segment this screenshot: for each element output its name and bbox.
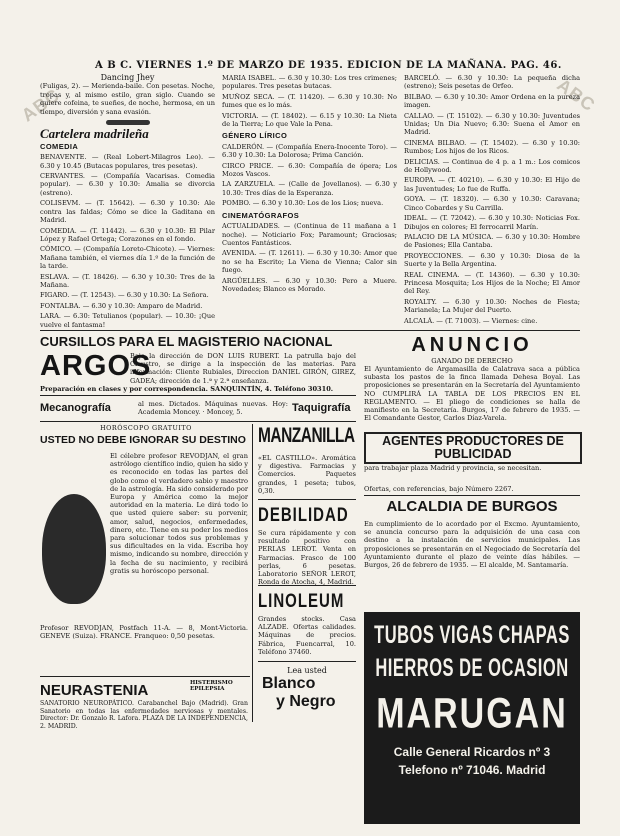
middle-ads	[258, 424, 356, 824]
taquigrafia-label: Taquigrafía	[292, 402, 351, 414]
listing-entry: COMEDIA. — (T. 11442). — 6.30 y 10.30: El Pilar López y Rafael Ortega; Corazones en el fondo.	[40, 226, 215, 243]
neurastenia-heading: NEURASTENIA	[40, 682, 149, 699]
divider-horoscopo	[40, 676, 250, 677]
linoleum-text: Grandes stocks. Casa ALZADE. Ofertas calidades. Máquinas de precios. Fábrica, Fuencarral, 10. Teléfono 37460.	[258, 615, 356, 656]
page-header: A B C. VIERNES 1.º DE MARZO DE 1935. EDICION DE LA MAÑANA. PAG. 46.	[95, 60, 562, 71]
lea-usted: Lea usted	[287, 666, 327, 676]
listing-entry: CINEMA BILBAO. — (T. 15402). — 6.30 y 10.30: Rumbos; Los hijos de los Ricos.	[404, 138, 580, 156]
listing-entry: PALACIO DE LA MÚSICA. — 6.30 y 10.30: Hombre de Pasiones; Ella Cantaba.	[404, 232, 580, 250]
astrologer-portrait-icon	[42, 494, 106, 604]
listing-entry: CALLAO. — (T. 15102). — 6.30 y 10.30: Juventudes Unidas; Un Dia Nuevo; 6.30: Suena el Amor en Madrid.	[404, 111, 580, 137]
cursillos-heading: CURSILLOS PARA EL MAGISTERIO NACIONAL	[40, 334, 333, 349]
anuncio-text: El Ayuntamiento de Argamasilla de Calatrava saca a pública subasta los pastos de la finca llamada Dehesa Boyal. Las proposiciones se presentarán en la Secretaría del Ayuntamiento NO CUMPLIRÁ LA TABLA DE LOS PRECIOS EN EL REGLAMENTO. — El pliego de condiciones se halla de manifiesto en la Secretaría. Burgos, 17 de febrero de 1935. — El Comandante Gestor, Carlos Díaz-Varela.	[364, 365, 580, 423]
listing-entry: CALDERÓN. — (Compañía Enera-Inocente Toro). — 6.30 y 10.30: La Dolorosa; Prima Canción.	[222, 142, 397, 160]
listing-entry: ROYALTY. — 6.30 y 10.30: Noches de Fiesta; Marianela; La Mujer del Puerto.	[404, 297, 580, 315]
manzanilla-text: «EL CASTILLO». Aromática y digestiva. Farmacias y Comercios. Paquetes grandes, 1 peseta; tubos, 0,30.	[258, 454, 356, 495]
lirico-list	[222, 143, 397, 208]
mecanografia-text: al mes. Dictados. Máquinas nuevas. Hoy: Academia Moncey. · Moncey, 5.	[138, 400, 288, 417]
listing-entry: ESLAVA. — (T. 18426). — 6.30 y 10.30: Tres de la Mañana.	[40, 272, 215, 289]
debilidad-heading: DEBILIDAD	[258, 504, 349, 527]
alcaldia-text: En cumplimiento de lo acordado por el Excmo. Ayuntamiento, se anuncia concurso para la adquisición de una casa con destino a la instalación de servicios municipales. Las proposiciones se presentarán en el Negociado de Secretaría del Ayuntamiento durante el plazo de veinte días hábiles. — Burgos, 26 de febrero de 1935. — El alcalde, M. Santamaría.	[364, 520, 580, 570]
listing-entry: POMBO. — 6.30 y 10.30: Los de los Lios; nueva.	[222, 199, 384, 208]
listing-entry: CERVANTES. — (Compañía Vacarisas. Comedia popular). — 6.30 y 10.30: Amalia se divorcia (estreno).	[40, 172, 215, 197]
listing-entry: ACTUALIDADES. — (Continua de 11 mañana a 1 noche). — Noticiario Fox; Paramount; Graciosas; Cuentos Fantásticos.	[222, 222, 397, 247]
dancing-title: Dancing Jhey	[100, 73, 155, 82]
destino-text: El célebre profesor REVODJAN, el gran astrólogo científico indio, quien ha sido y es reconocido en todas las partes del globo como el verdadero sabio y maestro de la astrología. Ha sido considerado por Europa y América como la mejor autoridad en la materia. Le dirá todo lo que usted quiere saber: su porvenir, amor, salud, negocios, enfermedades, dinero, etc. Tiene en su poder los medios para solucionar todos sus problemas y sus dificultades en la vida. Escriba hoy mismo, indicando su nombre, dirección y la fecha de su nacimiento, y recibirá gratis su horóscopo personal.	[110, 452, 248, 575]
agentes-heading: AGENTES PRODUCTORES DE PUBLICIDAD	[382, 434, 564, 461]
alcaldia-heading: ALCALDIA DE BURGOS	[386, 498, 558, 515]
listing-entry: REAL CINEMA. — (T. 14360). — 6.30 y 10.30: Princesa Mosquita; Los Hijos de la Noche; El Amor del Rey.	[404, 270, 580, 296]
anuncio-heading: ANUNCIO	[411, 334, 533, 356]
divider-mec	[40, 421, 356, 422]
column-1	[40, 73, 215, 329]
destino-heading: USTED NO DEBE IGNORAR SU DESTINO	[40, 434, 246, 446]
anuncio-sub: GANADO DE DERECHO	[431, 357, 513, 365]
mecanografia-label: Mecanografía	[40, 402, 111, 414]
divider-argos	[40, 395, 356, 396]
marugan-ad	[364, 612, 580, 824]
column-3	[404, 74, 580, 326]
horoscopo-ad	[40, 424, 253, 730]
listing-entry: MUÑOZ SECA. — (T. 11420). — 6.30 y 10.30: No fumes que es lo más.	[222, 92, 397, 110]
listing-entry: FIGARO. — (T. 12543). — 6.30 y 10.30: La Señora.	[40, 291, 209, 300]
listing-entry: GOYA. — (T. 18320). — 6.30 y 10.30: Caravana; Cinco Cobardes y Su Carrilla.	[404, 195, 580, 212]
column-3-list	[404, 74, 580, 325]
listing-entry: LA ZARZUELA. — (Calle de Jovellanos). — 6.30 y 10.30: Tres días de la Esperanza.	[222, 180, 397, 197]
section-genero-lirico: GÉNERO LÍRICO	[222, 131, 288, 141]
neurastenia-tag: HISTERISMO EPILEPSIA	[190, 680, 233, 693]
anuncio-ad	[364, 334, 580, 435]
listing-entry: LARA. — 6.30: Tetulianos (popular). — 10.30: ¡Que vuelve el fantasma!	[40, 312, 215, 329]
listing-entry: BARCELÓ. — 6.30 y 10.30: La pequeña dicha (estreno); Seis pesetas de Orfeo.	[404, 74, 580, 91]
argos-logo: ARGOS	[40, 350, 152, 382]
cartelera-title: Cartelera madrileña	[40, 126, 149, 142]
listing-entry: BILBAO. — 6.30 y 10.30: Amor Ordena en la pureza imagen.	[404, 92, 580, 110]
listing-entry: IDEAL. — (T. 72042). — 6.30 y 10.30: Noticias Fox. Dibujos en colores; El ferrocarril Marín.	[404, 214, 580, 231]
section-cinematografos: CINEMATÓGRAFOS	[222, 210, 300, 220]
listing-entry: COLISEVM. — (T. 15642). — 6.30 y 10.30: Ale contra las faldas; Cómo se dice la Gaditana en Madrid.	[40, 199, 215, 225]
comedia-list	[40, 153, 215, 329]
divider-agentes	[364, 495, 580, 496]
listing-entry: BENAVENTE. — (Real Lobert-Milagros Leo). — 6.30 y 10.45 (Butacas populares, tres pesetas).	[40, 153, 215, 170]
horoscopo-small: HORÓSCOPO GRATUITO	[100, 424, 192, 432]
neurastenia-text: SANATORIO NEUROPÁTICO. Carabanchel Bajo (Madrid). Gran Sanatorio en todas las enfermedades nerviosas y mentales. Director: Dr. Gonzalo R. Lafora. PLAZA DE LA INDEPENDENCIA, 2. MADRID.	[40, 700, 248, 730]
section-comedia: COMEDIA	[40, 141, 79, 151]
linoleum-heading: LINOLEUM	[258, 590, 345, 613]
watermark-right: ABC	[553, 74, 600, 116]
y-negro-title: y Negro	[276, 693, 336, 711]
watermark-left: ABC	[17, 84, 64, 126]
divider-linoleum	[258, 661, 356, 662]
blanco-title: Blanco	[262, 675, 316, 693]
marugan-line1: TUBOS VIGAS CHAPAS	[374, 622, 570, 649]
listing-entry: EUROPA. — (T. 40210). — 6.30 y 10.30: El Hijo de las Juventudes; Lo fue de Ruffa.	[404, 176, 580, 193]
agentes-box	[364, 432, 582, 464]
marugan-telephone: Telefono nº 71046. Madrid	[398, 763, 546, 777]
listing-entry: CIRCO PRICE. — 6.30: Compañía de ópera; Los Mozos Vascos.	[222, 161, 397, 179]
divider-manzanilla	[258, 499, 356, 500]
listing-entry: ARGÜELLES. — 6.30 y 10.30: Pero a Muere. Novedades; Blanco es Morado.	[222, 276, 397, 293]
manzanilla-heading: MANZANILLA	[258, 424, 355, 448]
column-2-top-list	[222, 74, 397, 128]
debilidad-text: Se cura rápidamente y con resultado positivo con PERLAS LEROT. Venta en Farmacias. Frasco de 100 perlas, 6 pesetas. Laboratorio SEÑOR LEROT, Ronda de Atocha, 4, Madrid.	[258, 529, 356, 587]
column-2	[222, 74, 397, 326]
listing-entry: AVENIDA. — (T. 12611). — 6.30 y 10.30: Amor que no se ha Escrito; La Viena de Vienna; Calor sin fuego.	[222, 249, 397, 275]
marugan-address: Calle General Ricardos nº 3	[393, 745, 551, 759]
dancing-text: (Fuligas, 2). — Merienda-baile. Con pesetas. Noche, tropas y, al mismo estilo, gran siglo. Cuando se quiere cofeina, te sueñes, de noche, hermosa, en un tiempo, diversión y sana evasión.	[40, 82, 215, 116]
argos-footer: Preparación en clases y por correspondencia. SANQUINTÍN, 4. Teléfono 30310.	[40, 385, 334, 393]
marugan-line2: HIERROS DE OCASION	[375, 655, 569, 682]
destino-footer: Profesor REVODJAN, Postfach 11-A. — 8, Mont-Victoria. GENEVE (Suiza). FRANCE. Franqueo: 0,50 pesetas.	[40, 624, 248, 641]
listing-entry: VICTORIA. — (T. 18402). — 6.15 y 10.30: La Nieta de la Tierra; Lo que Vale la Pena.	[222, 111, 397, 129]
agentes-footer: Ofertas, con referencias, bajo Número 2267.	[364, 485, 514, 493]
cine-list	[222, 222, 397, 293]
listing-entry: FONTALBA. — 6.30 y 10.30: Amparo de Madrid.	[40, 301, 203, 310]
listing-entry: PROYECCIONES. — 6.30 y 10.30: Diosa de la Suerte y la Bella Argentina.	[404, 251, 580, 269]
listing-entry: ALCALÁ. — (T. 71003). — Viernes: cine.	[404, 316, 538, 325]
argos-text: Bajo la dirección de DON LUIS RUBERT. La patrulla bajo del Claustro, se dirige a la inspección de las materias. Para información: Cliente Rubiales, Direccion DANIEL GIRÓN, GIREZ, GADEA; dirección de 1.ª y 2.ª enseñanza.	[130, 352, 356, 385]
marugan-name: MARUGAN	[376, 690, 568, 738]
listing-entry: MARIA ISABEL. — 6.30 y 10.30: Los tres crimenes; populares. Tres pesetas butacas.	[222, 74, 397, 91]
divider-main	[40, 330, 580, 331]
listing-entry: DELICIAS. — Continua de 4 p. a 1 m.: Los comicos de Hollywood.	[404, 157, 580, 175]
agentes-text: para trabajar plaza Madrid y provincia, se necesitan.	[364, 464, 542, 472]
listing-entry: CÓMICO. — (Compañía Loreto-Chicote). — Viernes: Mañana también, el viernes día 1.º de la función de la tarde.	[40, 245, 215, 271]
